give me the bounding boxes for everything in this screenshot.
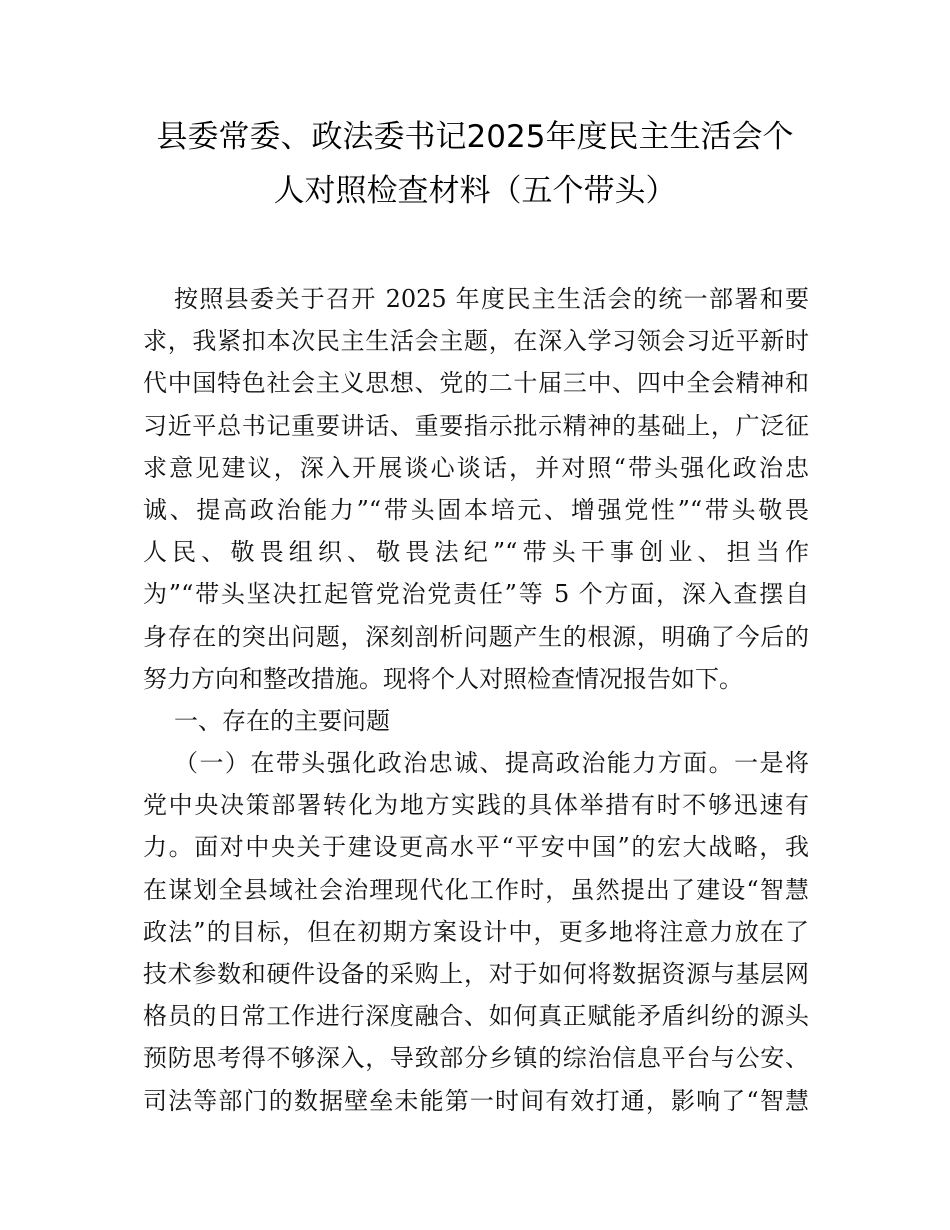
text-line: 为”“带头坚决扛起管党治党责任”等 5 个方面，深入查摆自: [143, 580, 809, 609]
text-line: 力。面对中央关于建设更高水平“平安中国”的宏大战略，我: [143, 833, 809, 862]
section-heading-text: 一、存在的主要问题: [174, 706, 390, 735]
title-line-2: 人对照检查材料（五个带头）: [273, 173, 677, 209]
text-line: 身存在的突出问题，深刻剖析问题产生的根源，明确了今后的: [143, 622, 809, 651]
text-line: 格员的日常工作进行深度融合、如何真正赋能矛盾纠纷的源头: [143, 1002, 809, 1031]
section-heading-1: [143, 700, 809, 742]
intro-paragraph: [143, 278, 809, 700]
text-line: 习近平总书记重要讲话、重要指示批示精神的基础上，广泛征: [143, 411, 809, 440]
text-line: 诚、提高政治能力”“带头固本培元、增强党性”“带头敬畏: [143, 495, 809, 524]
text-line: （一）在带头强化政治忠诚、提高政治能力方面。一是将: [174, 749, 809, 778]
text-line: 人民、敬畏组织、敬畏法纪”“带头干事创业、担当作: [143, 538, 809, 567]
text-line: 政法”的目标，但在初期方案设计中，更多地将注意力放在了: [143, 917, 809, 946]
text-line: 司法等部门的数据壁垒未能第一时间有效打通，影响了“智慧: [143, 1086, 809, 1115]
text-line: 在谋划全县域社会治理现代化工作时，虽然提出了建设“智慧: [143, 875, 809, 904]
text-line: 求，我紧扣本次民主生活会主题，在深入学习领会习近平新时: [143, 327, 809, 356]
text-line: 努力方向和整改措施。现将个人对照检查情况报告如下。: [143, 664, 743, 693]
document-body: [143, 278, 809, 1122]
text-line: 求意见建议，深入开展谈心谈话，并对照“带头强化政治忠: [143, 453, 809, 482]
subsection-1-paragraph: [143, 742, 809, 1122]
text-line: 按照县委关于召开 2025 年度民主生活会的统一部署和要: [174, 285, 809, 313]
text-line: 技术参数和硬件设备的采购上，对于如何将数据资源与基层网: [143, 960, 809, 988]
text-line: 党中央决策部署转化为地方实践的具体举措有时不够迅速有: [143, 791, 809, 820]
text-line: 预防思考得不够深入，导致部分乡镇的综治信息平台与公安、: [143, 1044, 809, 1073]
text-line: 代中国特色社会主义思想、党的二十届三中、四中全会精神和: [143, 369, 809, 398]
document-title: [130, 110, 820, 218]
title-line-1: 县委常委、政法委书记2025年度民主生活会个: [156, 119, 794, 155]
